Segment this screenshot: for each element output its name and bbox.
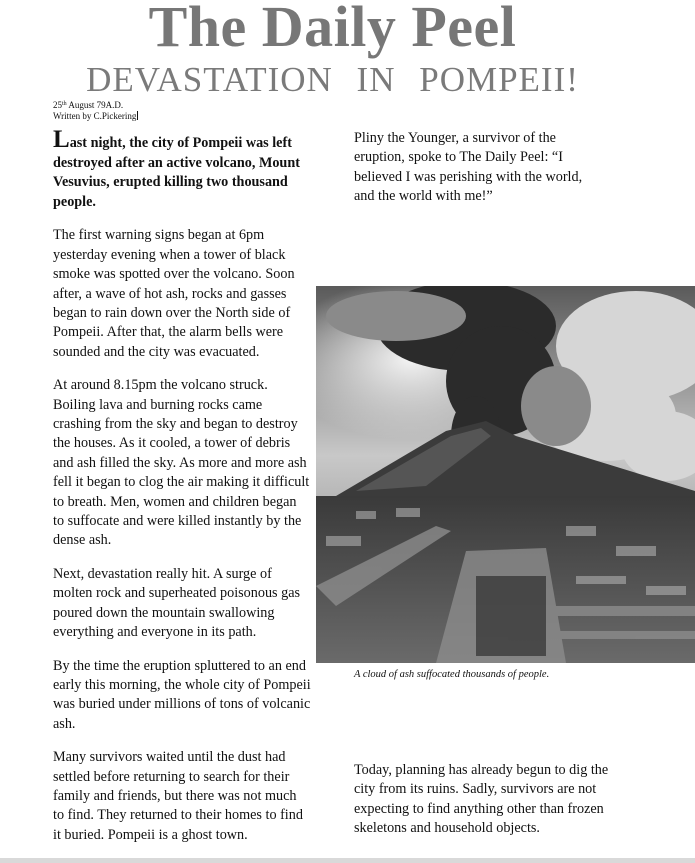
body-paragraph: Next, devastation really hit. A surge of molten rock and superheated poisonous gas poured down the mountain swallowing everything and everyone in its path. [53,565,301,641]
date-day: 25 [53,100,62,110]
photo-caption: A cloud of ash suffocated thousands of people. [354,669,550,680]
page-bottom-edge [0,858,695,863]
eruption-photo [316,286,695,663]
article-date [53,99,123,111]
date-rest: August 79A.D. [66,100,124,110]
lead-text: ast night, the city of Pompeii was left destroyed after an active volcano, Mount Vesuvius, erupted killing two thousand people. [53,135,300,210]
article-headline: DEVASTATION IN POMPEII! [86,60,579,99]
body-paragraph: Many survivors waited until the dust had settled before returning to search for their family and friends, but there was not much to find. They returned to their homes to find it buried. Pompeii is a ghost town. [53,749,303,843]
article-byline [53,111,138,122]
right-column-closing [354,761,616,853]
lead-paragraph [53,126,311,212]
drop-cap: L [53,126,70,153]
left-column [53,126,311,859]
body-paragraph: At around 8.15pm the volcano struck. Boiling lava and burning rocks came crashing from the sky and began to destroy the houses. As it cooled, a tower of debris and ash filled the sky. As more and more ash fell it began to clog the air making it difficult to breath. Men, women and children began to suffocate and were killed instantly by the dense ash. [53,377,310,549]
date-suffix: th [62,101,67,107]
body-paragraph: By the time the eruption spluttered to an end early this morning, the whole city of Pompeii was buried under millions of tons of volcanic ash. [53,657,311,732]
eruption-illustration [316,286,695,663]
closing-paragraph: Today, planning has already begun to dig the city from its ruins. Sadly, survivors are not expecting to find anything other than frozen skeletons and household objects. [354,762,609,837]
byline-text: Written by C.Pickering [53,111,137,121]
text-cursor [137,111,138,120]
newspaper-masthead: The Daily Peel [148,0,517,59]
right-column-quote [354,129,604,221]
body-paragraph: The first warning signs began at 6pm yesterday evening when a tower of black smoke was spotted over the volcano. Soon after, a wave of hot ash, rocks and gasses began to rain down over the North side of Pompeii. After that, the alarm bells were sounded and the city was evacuated. [53,227,295,360]
quote-paragraph: Pliny the Younger, a survivor of the eruption, spoke to The Daily Peel: “I believed I was perishing with the world, and the world with me!” [354,130,583,205]
